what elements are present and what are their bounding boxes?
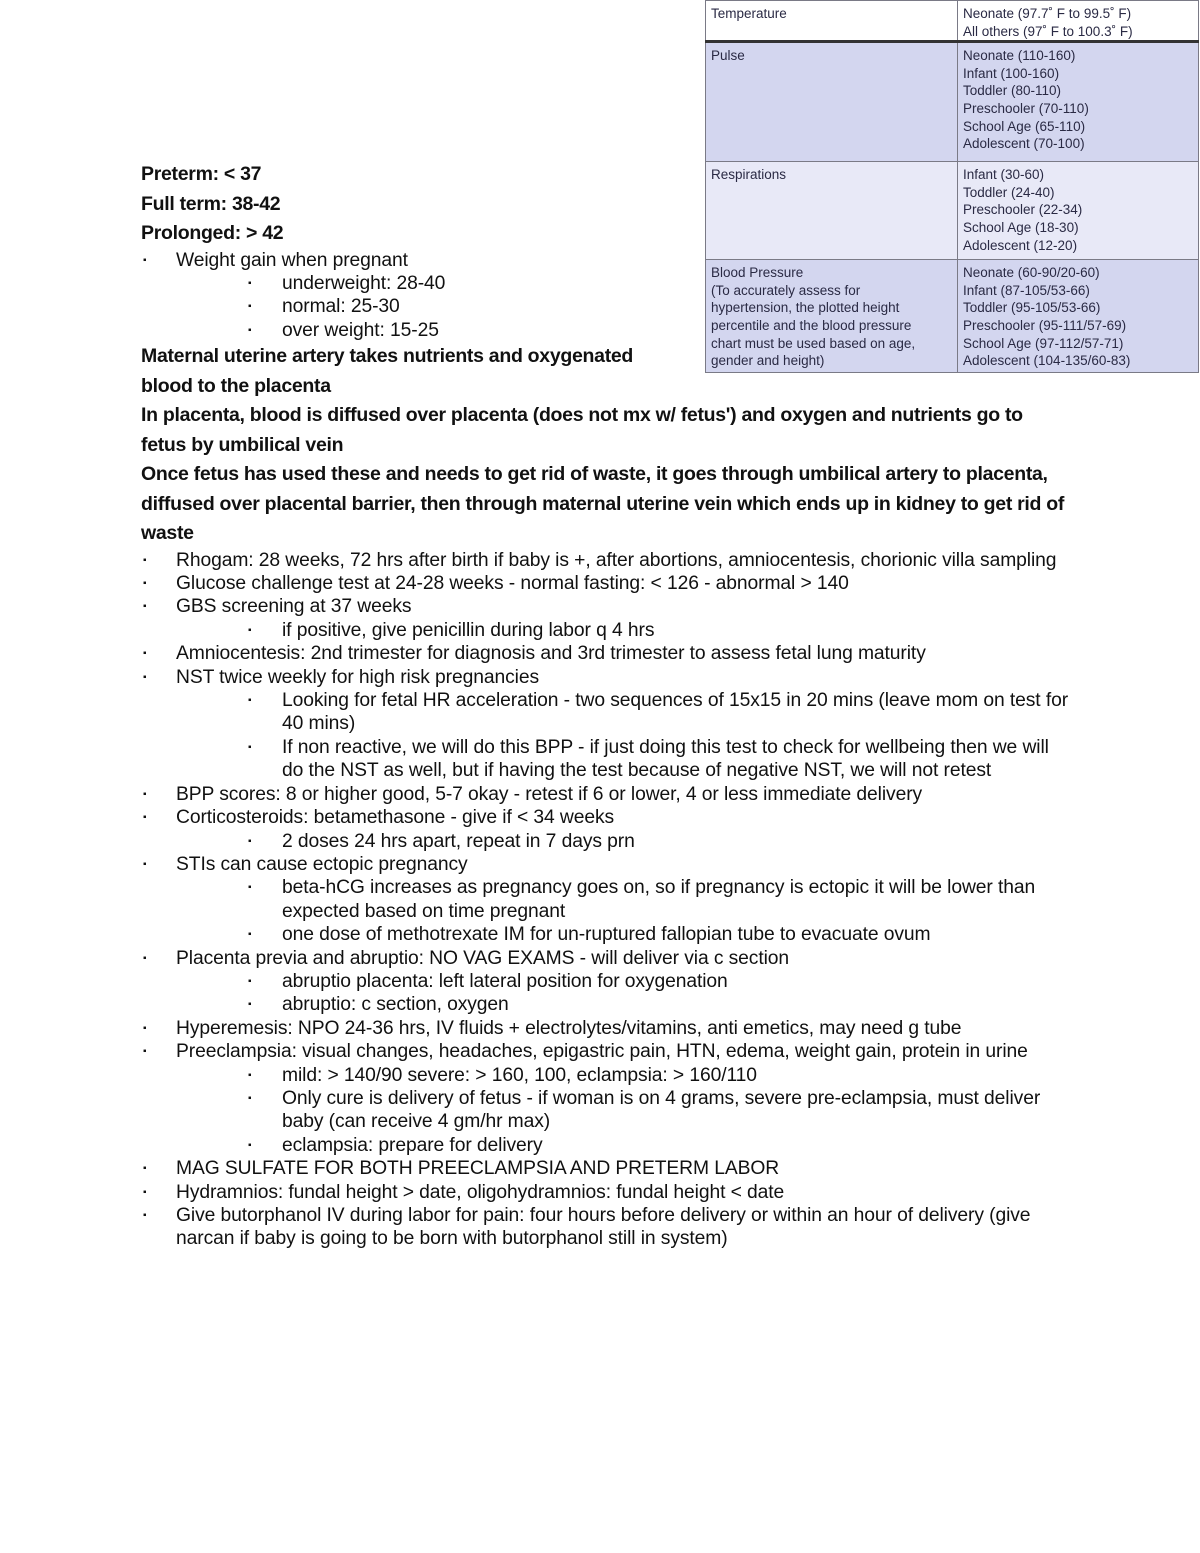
vitals-values-cell — [958, 42, 1199, 162]
list-item — [141, 572, 1071, 595]
list-item — [141, 249, 1071, 343]
list-item — [141, 642, 1071, 665]
vitals-value: Neonate (97.7˚ F to 99.5˚ F) — [963, 6, 1132, 21]
list-item — [141, 666, 1071, 783]
vitals-label: chart must be used based on age, — [711, 335, 916, 351]
list-item-text: GBS screening at 37 weeks — [176, 596, 412, 618]
sub-list-item: ▪ mild: > 140/90 severe: > 160, 100, eclampsia: > 160/110 — [176, 1064, 1071, 1087]
vitals-values-cell — [958, 1, 1199, 42]
vitals-value: School Age (97-112/57-71) — [963, 335, 1124, 351]
sub-list-item: ▪ normal: 25-30 — [176, 295, 1071, 318]
list-item — [141, 1040, 1071, 1157]
main-bullet-list — [141, 549, 1071, 1251]
vitals-value: Adolescent (12-20) — [963, 237, 1078, 253]
circulation-paragraph-1-line-2: blood to the placenta — [141, 374, 331, 397]
list-item-text: Rhogam: 28 weeks, 72 hrs after birth if baby is +, after abortions, amniocentesis, chorionic villa sampling — [176, 549, 1057, 571]
sub-list — [176, 876, 1071, 946]
list-item — [141, 1157, 1071, 1180]
vitals-value: Toddler (95-105/53-66) — [963, 300, 1101, 316]
vitals-value: Neonate (60-90/20-60) — [963, 265, 1100, 281]
sub-list-item: ▪ one dose of methotrexate IM for un-ruptured fallopian tube to evacuate ovum — [176, 923, 1071, 946]
prolonged-line: Prolonged: > 42 — [141, 222, 284, 244]
sub-list-item: ▪ Only cure is delivery of fetus - if woman is on 4 grams, severe pre-eclampsia, must deliver baby (can receive 4 gm/hr max) — [176, 1087, 1071, 1134]
list-item-text: BPP scores: 8 or higher good, 5-7 okay - retest if 6 or lower, 4 or less immediate delivery — [176, 783, 923, 805]
list-item-text: Weight gain when pregnant — [176, 249, 408, 271]
sub-list — [176, 272, 1071, 342]
sub-list — [176, 970, 1071, 1017]
sub-list-item: ▪ if positive, give penicillin during labor q 4 hrs — [176, 619, 1071, 642]
vitals-label: (To accurately assess for — [711, 282, 861, 298]
sub-list-item: ▪ underweight: 28-40 — [176, 272, 1071, 295]
list-item-text: Hydramnios: fundal height > date, oligohydramnios: fundal height < date — [176, 1181, 785, 1203]
full-term-line: Full term: 38-42 — [141, 192, 281, 215]
vitals-label: percentile and the blood pressure — [711, 317, 912, 333]
circulation-paragraph-1-line-1: Maternal uterine artery takes nutrients and oxygenated — [141, 345, 634, 368]
vitals-value: Neonate (110-160) — [963, 48, 1076, 64]
preterm-line: Preterm: < 37 — [141, 163, 262, 185]
list-item-text: STIs can cause ectopic pregnancy — [176, 853, 468, 875]
list-item-text: MAG SULFATE FOR BOTH PREECLAMPSIA AND PRETERM LABOR — [176, 1158, 780, 1180]
sub-list-item: ▪ abruptio: c section, oxygen — [176, 993, 1071, 1016]
sub-list — [176, 830, 1071, 853]
vitals-row-temperature — [706, 1, 1199, 42]
list-item — [141, 595, 1071, 642]
circulation-paragraph-2: In placenta, blood is diffused over placenta (does not mx w/ fetus') and oxygen and nutrients go to fetus by umbilical vein — [141, 404, 1023, 456]
vitals-value: School Age (18-30) — [963, 219, 1079, 235]
vitals-row-pulse — [706, 42, 1199, 162]
vitals-value: Preschooler (22-34) — [963, 202, 1083, 218]
list-item — [141, 947, 1071, 1017]
sub-list-item: ▪ 2 doses 24 hrs apart, repeat in 7 days prn — [176, 830, 1071, 853]
sub-list — [176, 689, 1071, 783]
list-item — [141, 549, 1071, 572]
vitals-label-cell — [706, 42, 958, 162]
vitals-value: School Age (65-110) — [963, 118, 1086, 134]
list-item — [141, 853, 1071, 947]
sub-list-item: ▪ over weight: 15-25 — [176, 319, 1071, 342]
vitals-value: Toddler (80-110) — [963, 83, 1062, 99]
vitals-value: Infant (87-105/53-66) — [963, 282, 1090, 298]
list-item — [141, 1017, 1071, 1040]
list-item-text: Preeclampsia: visual changes, headaches, epigastric pain, HTN, edema, weight gain, protein in urine — [176, 1041, 1028, 1063]
weight-gain-list — [141, 249, 1071, 343]
list-item-text: Amniocentesis: 2nd trimester for diagnosis and 3rd trimester to assess fetal lung maturity — [176, 643, 926, 665]
list-item — [141, 1204, 1071, 1251]
vitals-value: Adolescent (104-135/60-83) — [963, 353, 1131, 369]
list-item-text: Give butorphanol IV during labor for pain: four hours before delivery or within an hour of delivery (give narcan if baby is going to be born with butorphanol still in system) — [176, 1205, 1031, 1250]
sub-list-item: ▪ eclampsia: prepare for delivery — [176, 1134, 1071, 1157]
vitals-value: Preschooler (95-111/57-69) — [963, 317, 1127, 333]
sub-list-item: ▪ If non reactive, we will do this BPP - if just doing this test to check for wellbeing then we will do the NST as well, but if having the test because of negative NST, we will not retest — [176, 736, 1071, 783]
list-item — [141, 1181, 1071, 1204]
sub-list — [176, 619, 1071, 642]
list-item-text: Placenta previa and abruptio: NO VAG EXAMS - will deliver via c section — [176, 947, 790, 969]
vitals-value: Adolescent (70-100) — [963, 136, 1085, 152]
sub-list-item: ▪ abruptio placenta: left lateral position for oxygenation — [176, 970, 1071, 993]
sub-list — [176, 1064, 1071, 1158]
vitals-label-cell — [706, 1, 958, 42]
vitals-value: Infant (30-60) — [963, 167, 1045, 183]
list-item-text: Hyperemesis: NPO 24-36 hrs, IV fluids + electrolytes/vitamins, anti emetics, may need g tube — [176, 1017, 962, 1039]
study-notes — [141, 160, 1071, 1251]
vitals-value: Infant (100-160) — [963, 65, 1060, 81]
list-item — [141, 783, 1071, 806]
vitals-label: Pulse — [711, 48, 745, 64]
sub-list-item: ▪ beta-hCG increases as pregnancy goes on, so if pregnancy is ectopic it will be lower than expected based on time pregnant — [176, 876, 1071, 923]
list-item-text: NST twice weekly for high risk pregnancies — [176, 666, 540, 688]
vitals-label: Temperature — [711, 6, 787, 21]
list-item-text: Glucose challenge test at 24-28 weeks - normal fasting: < 126 - abnormal > 140 — [176, 573, 849, 595]
list-item — [141, 806, 1071, 853]
vitals-value: Preschooler (70-110) — [963, 100, 1089, 116]
vitals-value: Toddler (24-40) — [963, 184, 1055, 200]
vitals-label: Blood Pressure — [711, 265, 804, 281]
circulation-paragraph-3: Once fetus has used these and needs to get rid of waste, it goes through umbilical artery to placenta, diffused over placental barrier, then through maternal uterine vein which ends up in kidney to get rid of waste — [141, 463, 1065, 545]
vitals-label: gender and height) — [711, 353, 825, 369]
sub-list-item: ▪ Looking for fetal HR acceleration - two sequences of 15x15 in 20 mins (leave mom on test for 40 mins) — [176, 689, 1071, 736]
vitals-label: Respirations — [711, 167, 787, 183]
vitals-value: All others (97˚ F to 100.3˚ F) — [963, 23, 1133, 39]
list-item-text: Corticosteroids: betamethasone - give if < 34 weeks — [176, 807, 615, 829]
vitals-label: hypertension, the plotted height — [711, 300, 900, 316]
